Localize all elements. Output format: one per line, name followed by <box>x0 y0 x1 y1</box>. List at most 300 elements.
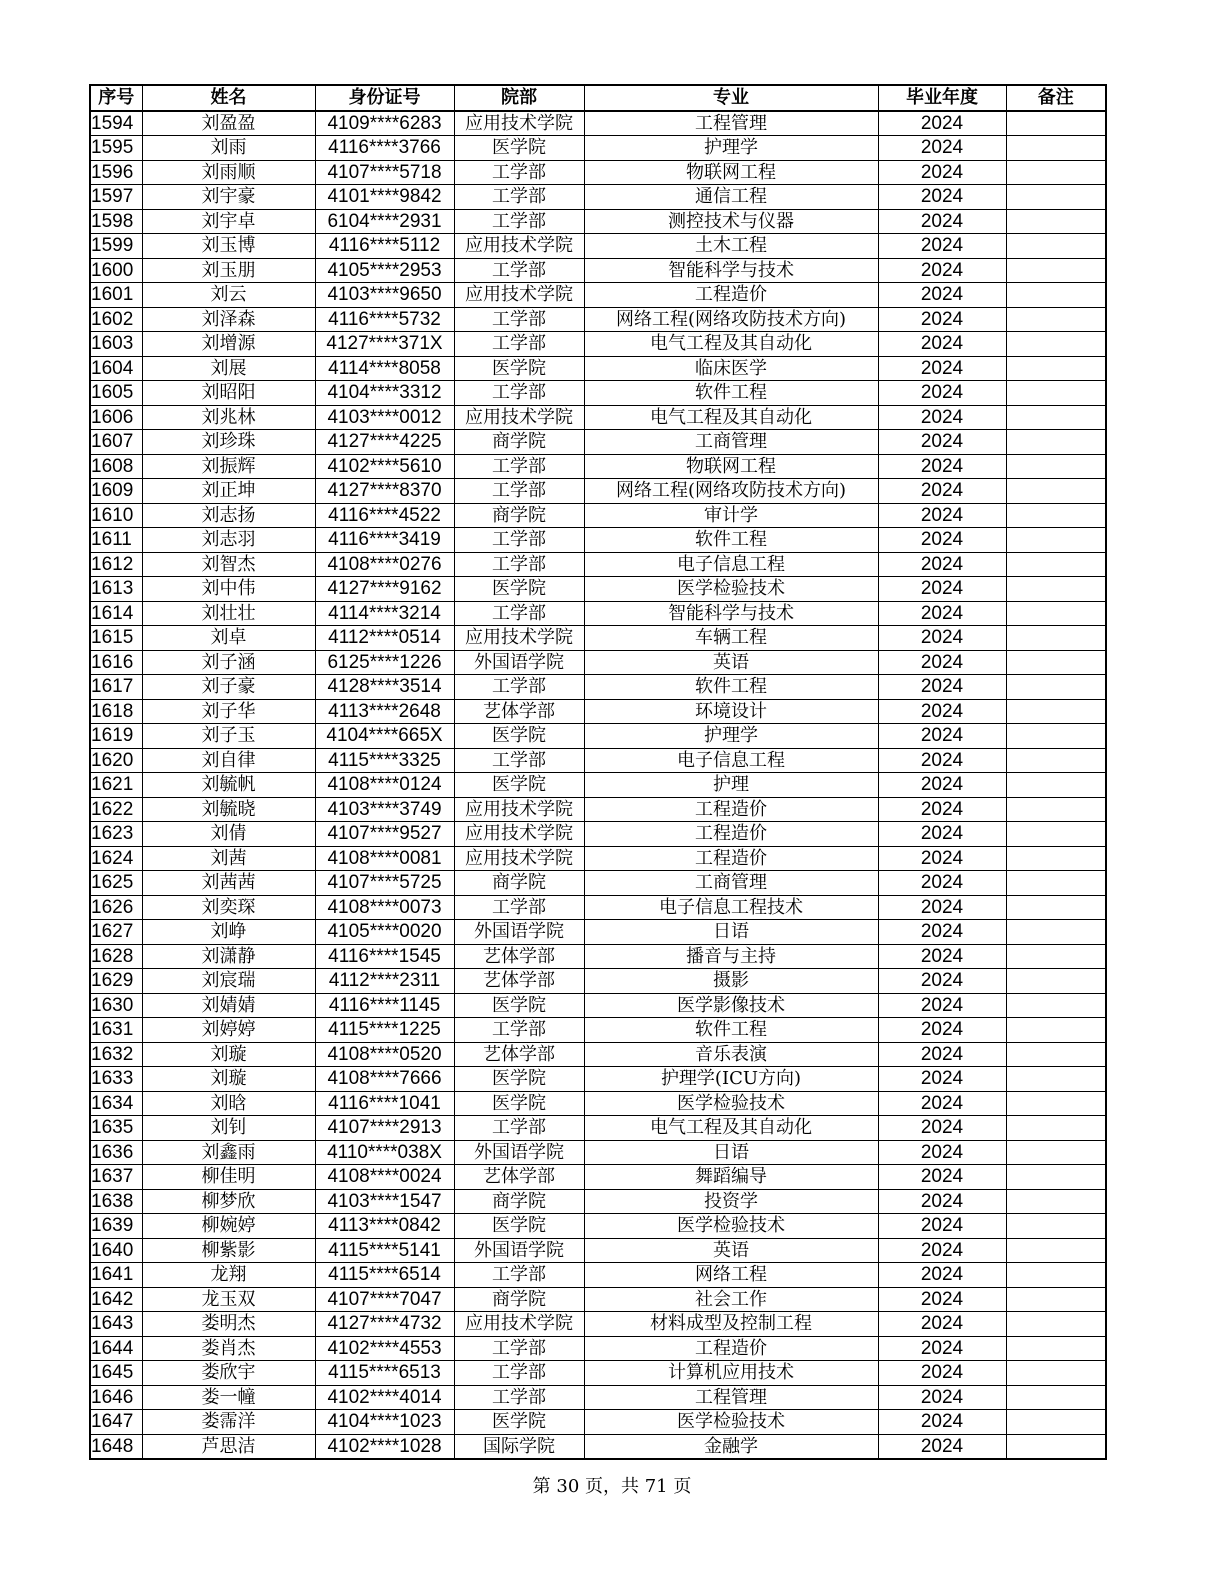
cell-serial: 1637 <box>90 1165 142 1190</box>
cell-name: 刘宇豪 <box>142 185 315 210</box>
table-row <box>90 944 1106 969</box>
cell-id-number: 4127****371X <box>315 332 454 357</box>
cell-serial: 1597 <box>90 185 142 210</box>
table-row <box>90 895 1106 920</box>
cell-remarks <box>1006 895 1106 920</box>
cell-remarks <box>1006 405 1106 430</box>
cell-id-number: 4107****7047 <box>315 1287 454 1312</box>
cell-id-number: 4108****0073 <box>315 895 454 920</box>
cell-name: 刘子玉 <box>142 724 315 749</box>
table-row <box>90 1287 1106 1312</box>
cell-name: 娄一幢 <box>142 1385 315 1410</box>
cell-department: 工学部 <box>454 1361 584 1386</box>
cell-serial: 1609 <box>90 479 142 504</box>
cell-id-number: 4103****9650 <box>315 283 454 308</box>
cell-graduation-year: 2024 <box>878 430 1006 455</box>
cell-major: 医学检验技术 <box>584 1410 878 1435</box>
cell-major: 护理学 <box>584 724 878 749</box>
cell-id-number: 4102****4553 <box>315 1336 454 1361</box>
table-row <box>90 111 1106 136</box>
cell-remarks <box>1006 234 1106 259</box>
table-row <box>90 528 1106 553</box>
cell-major: 工程造价 <box>584 822 878 847</box>
cell-graduation-year: 2024 <box>878 185 1006 210</box>
cell-major: 投资学 <box>584 1189 878 1214</box>
cell-department: 医学院 <box>454 356 584 381</box>
cell-name: 刘毓晓 <box>142 797 315 822</box>
cell-serial: 1605 <box>90 381 142 406</box>
cell-serial: 1643 <box>90 1312 142 1337</box>
cell-serial: 1618 <box>90 699 142 724</box>
table-row <box>90 1091 1106 1116</box>
cell-serial: 1645 <box>90 1361 142 1386</box>
cell-serial: 1629 <box>90 969 142 994</box>
cell-graduation-year: 2024 <box>878 283 1006 308</box>
cell-department: 工学部 <box>454 1018 584 1043</box>
cell-department: 医学院 <box>454 1410 584 1435</box>
cell-serial: 1641 <box>90 1263 142 1288</box>
cell-graduation-year: 2024 <box>878 503 1006 528</box>
cell-id-number: 4108****0081 <box>315 846 454 871</box>
cell-major: 土木工程 <box>584 234 878 259</box>
cell-graduation-year: 2024 <box>878 307 1006 332</box>
table-row <box>90 430 1106 455</box>
cell-major: 电子信息工程 <box>584 748 878 773</box>
cell-name: 刘珍珠 <box>142 430 315 455</box>
cell-name: 刘茜 <box>142 846 315 871</box>
table-row <box>90 993 1106 1018</box>
cell-name: 刘雨顺 <box>142 160 315 185</box>
cell-graduation-year: 2024 <box>878 1067 1006 1092</box>
table-row <box>90 1361 1106 1386</box>
cell-department: 工学部 <box>454 1263 584 1288</box>
cell-id-number: 4109****6283 <box>315 111 454 136</box>
table-row <box>90 822 1106 847</box>
cell-department: 应用技术学院 <box>454 234 584 259</box>
cell-graduation-year: 2024 <box>878 356 1006 381</box>
cell-remarks <box>1006 1067 1106 1092</box>
cell-major: 网络工程 <box>584 1263 878 1288</box>
cell-id-number: 4115****3325 <box>315 748 454 773</box>
table-row <box>90 479 1106 504</box>
cell-serial: 1628 <box>90 944 142 969</box>
cell-id-number: 4110****038X <box>315 1140 454 1165</box>
table-row <box>90 1140 1106 1165</box>
cell-name: 柳梦欣 <box>142 1189 315 1214</box>
table-row <box>90 1042 1106 1067</box>
cell-graduation-year: 2024 <box>878 724 1006 749</box>
cell-remarks <box>1006 969 1106 994</box>
cell-remarks <box>1006 1042 1106 1067</box>
cell-name: 刘增源 <box>142 332 315 357</box>
table-row <box>90 1116 1106 1141</box>
cell-graduation-year: 2024 <box>878 577 1006 602</box>
cell-name: 龙翔 <box>142 1263 315 1288</box>
cell-major: 计算机应用技术 <box>584 1361 878 1386</box>
cell-remarks <box>1006 356 1106 381</box>
cell-serial: 1599 <box>90 234 142 259</box>
cell-name: 刘玉朋 <box>142 258 315 283</box>
cell-department: 应用技术学院 <box>454 405 584 430</box>
cell-department: 工学部 <box>454 675 584 700</box>
cell-name: 刘云 <box>142 283 315 308</box>
table-row <box>90 1018 1106 1043</box>
cell-remarks <box>1006 1091 1106 1116</box>
table-row <box>90 846 1106 871</box>
cell-name: 刘中伟 <box>142 577 315 602</box>
cell-serial: 1606 <box>90 405 142 430</box>
cell-serial: 1598 <box>90 209 142 234</box>
cell-id-number: 4108****0276 <box>315 552 454 577</box>
cell-remarks <box>1006 626 1106 651</box>
cell-name: 刘宇卓 <box>142 209 315 234</box>
cell-department: 工学部 <box>454 528 584 553</box>
cell-id-number: 4116****3419 <box>315 528 454 553</box>
cell-name: 刘盈盈 <box>142 111 315 136</box>
cell-serial: 1603 <box>90 332 142 357</box>
cell-id-number: 4116****5112 <box>315 234 454 259</box>
cell-name: 刘泽森 <box>142 307 315 332</box>
table-row <box>90 699 1106 724</box>
cell-department: 应用技术学院 <box>454 846 584 871</box>
cell-id-number: 4113****0842 <box>315 1214 454 1239</box>
cell-serial: 1612 <box>90 552 142 577</box>
table-row <box>90 748 1106 773</box>
cell-remarks <box>1006 773 1106 798</box>
cell-graduation-year: 2024 <box>878 1312 1006 1337</box>
cell-department: 外国语学院 <box>454 1238 584 1263</box>
table-row <box>90 920 1106 945</box>
cell-graduation-year: 2024 <box>878 1214 1006 1239</box>
cell-graduation-year: 2024 <box>878 675 1006 700</box>
cell-department: 医学院 <box>454 993 584 1018</box>
cell-department: 应用技术学院 <box>454 797 584 822</box>
cell-id-number: 4102****5610 <box>315 454 454 479</box>
cell-major: 英语 <box>584 650 878 675</box>
cell-major: 日语 <box>584 1140 878 1165</box>
table-row <box>90 773 1106 798</box>
cell-remarks <box>1006 160 1106 185</box>
cell-major: 社会工作 <box>584 1287 878 1312</box>
cell-graduation-year: 2024 <box>878 969 1006 994</box>
cell-department: 艺体学部 <box>454 944 584 969</box>
cell-department: 商学院 <box>454 503 584 528</box>
table-row <box>90 136 1106 161</box>
header-graduation-year: 毕业年度 <box>878 85 1006 111</box>
cell-remarks <box>1006 675 1106 700</box>
cell-department: 工学部 <box>454 381 584 406</box>
cell-department: 工学部 <box>454 185 584 210</box>
cell-id-number: 4115****1225 <box>315 1018 454 1043</box>
cell-serial: 1600 <box>90 258 142 283</box>
cell-name: 刘钊 <box>142 1116 315 1141</box>
cell-serial: 1647 <box>90 1410 142 1435</box>
cell-remarks <box>1006 552 1106 577</box>
cell-major: 物联网工程 <box>584 160 878 185</box>
cell-remarks <box>1006 258 1106 283</box>
cell-major: 电气工程及其自动化 <box>584 405 878 430</box>
cell-major: 电气工程及其自动化 <box>584 332 878 357</box>
cell-name: 刘鑫雨 <box>142 1140 315 1165</box>
cell-graduation-year: 2024 <box>878 699 1006 724</box>
cell-remarks <box>1006 748 1106 773</box>
cell-department: 工学部 <box>454 1336 584 1361</box>
cell-remarks <box>1006 871 1106 896</box>
table-row <box>90 797 1106 822</box>
cell-remarks <box>1006 1361 1106 1386</box>
cell-remarks <box>1006 503 1106 528</box>
cell-id-number: 4112****0514 <box>315 626 454 651</box>
cell-graduation-year: 2024 <box>878 381 1006 406</box>
table-row <box>90 626 1106 651</box>
table-row <box>90 258 1106 283</box>
cell-graduation-year: 2024 <box>878 258 1006 283</box>
cell-id-number: 4108****7666 <box>315 1067 454 1092</box>
cell-name: 娄欣宇 <box>142 1361 315 1386</box>
cell-remarks <box>1006 1385 1106 1410</box>
cell-major: 物联网工程 <box>584 454 878 479</box>
cell-id-number: 4128****3514 <box>315 675 454 700</box>
cell-major: 电气工程及其自动化 <box>584 1116 878 1141</box>
cell-name: 刘正坤 <box>142 479 315 504</box>
cell-department: 工学部 <box>454 601 584 626</box>
cell-major: 临床医学 <box>584 356 878 381</box>
cell-department: 应用技术学院 <box>454 626 584 651</box>
cell-serial: 1596 <box>90 160 142 185</box>
cell-id-number: 4107****5725 <box>315 871 454 896</box>
table-row <box>90 356 1106 381</box>
cell-major: 电子信息工程 <box>584 552 878 577</box>
cell-graduation-year: 2024 <box>878 1385 1006 1410</box>
cell-major: 网络工程(网络攻防技术方向) <box>584 479 878 504</box>
cell-department: 国际学院 <box>454 1434 584 1459</box>
cell-graduation-year: 2024 <box>878 1091 1006 1116</box>
cell-department: 工学部 <box>454 258 584 283</box>
table-row <box>90 234 1106 259</box>
cell-department: 艺体学部 <box>454 1042 584 1067</box>
cell-major: 日语 <box>584 920 878 945</box>
cell-remarks <box>1006 283 1106 308</box>
cell-graduation-year: 2024 <box>878 1140 1006 1165</box>
cell-id-number: 4127****9162 <box>315 577 454 602</box>
cell-id-number: 4116****3766 <box>315 136 454 161</box>
graduate-roster-table <box>89 84 1107 1460</box>
header-name: 姓名 <box>142 85 315 111</box>
cell-department: 工学部 <box>454 1116 584 1141</box>
cell-graduation-year: 2024 <box>878 1287 1006 1312</box>
table-row <box>90 724 1106 749</box>
cell-id-number: 4105****0020 <box>315 920 454 945</box>
cell-remarks <box>1006 528 1106 553</box>
cell-graduation-year: 2024 <box>878 773 1006 798</box>
cell-name: 刘宸瑞 <box>142 969 315 994</box>
cell-serial: 1627 <box>90 920 142 945</box>
cell-serial: 1631 <box>90 1018 142 1043</box>
cell-graduation-year: 2024 <box>878 871 1006 896</box>
cell-graduation-year: 2024 <box>878 601 1006 626</box>
cell-remarks <box>1006 307 1106 332</box>
cell-graduation-year: 2024 <box>878 1410 1006 1435</box>
cell-serial: 1640 <box>90 1238 142 1263</box>
table-row <box>90 675 1106 700</box>
cell-name: 刘璇 <box>142 1042 315 1067</box>
cell-name: 刘智杰 <box>142 552 315 577</box>
cell-major: 工商管理 <box>584 871 878 896</box>
cell-remarks <box>1006 209 1106 234</box>
cell-department: 工学部 <box>454 1385 584 1410</box>
cell-id-number: 4105****2953 <box>315 258 454 283</box>
page-number-footer: 第 30 页，共 71 页 <box>532 1476 692 1497</box>
cell-major: 护理学(ICU方向) <box>584 1067 878 1092</box>
cell-department: 医学院 <box>454 724 584 749</box>
cell-name: 刘峥 <box>142 920 315 945</box>
cell-id-number: 4108****0024 <box>315 1165 454 1190</box>
cell-name: 刘兆林 <box>142 405 315 430</box>
cell-id-number: 4104****3312 <box>315 381 454 406</box>
cell-serial: 1621 <box>90 773 142 798</box>
cell-major: 材料成型及控制工程 <box>584 1312 878 1337</box>
cell-major: 播音与主持 <box>584 944 878 969</box>
cell-major: 智能科学与技术 <box>584 601 878 626</box>
table-row <box>90 1312 1106 1337</box>
cell-graduation-year: 2024 <box>878 1336 1006 1361</box>
cell-department: 工学部 <box>454 895 584 920</box>
cell-remarks <box>1006 1336 1106 1361</box>
cell-remarks <box>1006 454 1106 479</box>
cell-major: 摄影 <box>584 969 878 994</box>
cell-department: 医学院 <box>454 773 584 798</box>
cell-department: 艺体学部 <box>454 969 584 994</box>
cell-graduation-year: 2024 <box>878 1434 1006 1459</box>
table-row <box>90 1410 1106 1435</box>
cell-id-number: 4127****4225 <box>315 430 454 455</box>
cell-id-number: 4115****6514 <box>315 1263 454 1288</box>
cell-remarks <box>1006 1140 1106 1165</box>
cell-name: 刘婷婷 <box>142 1018 315 1043</box>
cell-remarks <box>1006 1189 1106 1214</box>
cell-id-number: 4104****665X <box>315 724 454 749</box>
cell-id-number: 4114****3214 <box>315 601 454 626</box>
cell-department: 工学部 <box>454 160 584 185</box>
cell-remarks <box>1006 1263 1106 1288</box>
cell-name: 柳婉婷 <box>142 1214 315 1239</box>
cell-serial: 1646 <box>90 1385 142 1410</box>
cell-serial: 1633 <box>90 1067 142 1092</box>
cell-graduation-year: 2024 <box>878 1361 1006 1386</box>
cell-serial: 1607 <box>90 430 142 455</box>
cell-graduation-year: 2024 <box>878 136 1006 161</box>
cell-name: 刘倩 <box>142 822 315 847</box>
cell-major: 工商管理 <box>584 430 878 455</box>
cell-department: 医学院 <box>454 1067 584 1092</box>
cell-id-number: 4112****2311 <box>315 969 454 994</box>
cell-remarks <box>1006 1238 1106 1263</box>
table-row <box>90 1165 1106 1190</box>
cell-department: 应用技术学院 <box>454 822 584 847</box>
cell-remarks <box>1006 1018 1106 1043</box>
cell-id-number: 4103****0012 <box>315 405 454 430</box>
cell-serial: 1626 <box>90 895 142 920</box>
cell-id-number: 4103****3749 <box>315 797 454 822</box>
cell-major: 舞蹈编导 <box>584 1165 878 1190</box>
cell-major: 医学影像技术 <box>584 993 878 1018</box>
cell-serial: 1614 <box>90 601 142 626</box>
cell-remarks <box>1006 699 1106 724</box>
cell-serial: 1604 <box>90 356 142 381</box>
cell-name: 刘晗 <box>142 1091 315 1116</box>
cell-serial: 1615 <box>90 626 142 651</box>
table-row <box>90 577 1106 602</box>
cell-id-number: 4108****0520 <box>315 1042 454 1067</box>
cell-graduation-year: 2024 <box>878 895 1006 920</box>
cell-remarks <box>1006 822 1106 847</box>
cell-remarks <box>1006 111 1106 136</box>
cell-major: 软件工程 <box>584 675 878 700</box>
cell-major: 护理学 <box>584 136 878 161</box>
cell-major: 工程管理 <box>584 1385 878 1410</box>
cell-graduation-year: 2024 <box>878 846 1006 871</box>
table-row <box>90 307 1106 332</box>
cell-serial: 1642 <box>90 1287 142 1312</box>
cell-serial: 1635 <box>90 1116 142 1141</box>
cell-graduation-year: 2024 <box>878 111 1006 136</box>
cell-department: 外国语学院 <box>454 920 584 945</box>
cell-department: 外国语学院 <box>454 650 584 675</box>
cell-major: 软件工程 <box>584 528 878 553</box>
cell-graduation-year: 2024 <box>878 479 1006 504</box>
cell-department: 应用技术学院 <box>454 1312 584 1337</box>
cell-graduation-year: 2024 <box>878 1042 1006 1067</box>
cell-department: 工学部 <box>454 209 584 234</box>
cell-serial: 1610 <box>90 503 142 528</box>
cell-major: 环境设计 <box>584 699 878 724</box>
cell-department: 商学院 <box>454 871 584 896</box>
cell-serial: 1611 <box>90 528 142 553</box>
cell-remarks <box>1006 797 1106 822</box>
cell-graduation-year: 2024 <box>878 160 1006 185</box>
table-row <box>90 1238 1106 1263</box>
cell-id-number: 4116****5732 <box>315 307 454 332</box>
cell-name: 芦思洁 <box>142 1434 315 1459</box>
cell-department: 艺体学部 <box>454 699 584 724</box>
cell-department: 医学院 <box>454 1214 584 1239</box>
cell-name: 刘潇静 <box>142 944 315 969</box>
cell-department: 工学部 <box>454 748 584 773</box>
table-row <box>90 969 1106 994</box>
cell-name: 龙玉双 <box>142 1287 315 1312</box>
cell-department: 工学部 <box>454 454 584 479</box>
cell-graduation-year: 2024 <box>878 209 1006 234</box>
cell-department: 外国语学院 <box>454 1140 584 1165</box>
cell-name: 娄明杰 <box>142 1312 315 1337</box>
cell-remarks <box>1006 993 1106 1018</box>
cell-id-number: 4104****1023 <box>315 1410 454 1435</box>
cell-id-number: 4108****0124 <box>315 773 454 798</box>
table-row <box>90 1263 1106 1288</box>
cell-remarks <box>1006 1287 1106 1312</box>
cell-graduation-year: 2024 <box>878 552 1006 577</box>
cell-name: 刘展 <box>142 356 315 381</box>
cell-name: 刘自律 <box>142 748 315 773</box>
cell-graduation-year: 2024 <box>878 332 1006 357</box>
cell-major: 护理 <box>584 773 878 798</box>
cell-major: 工程造价 <box>584 283 878 308</box>
table-row <box>90 1336 1106 1361</box>
cell-id-number: 4107****2913 <box>315 1116 454 1141</box>
table-row <box>90 503 1106 528</box>
cell-department: 工学部 <box>454 552 584 577</box>
cell-id-number: 4127****8370 <box>315 479 454 504</box>
